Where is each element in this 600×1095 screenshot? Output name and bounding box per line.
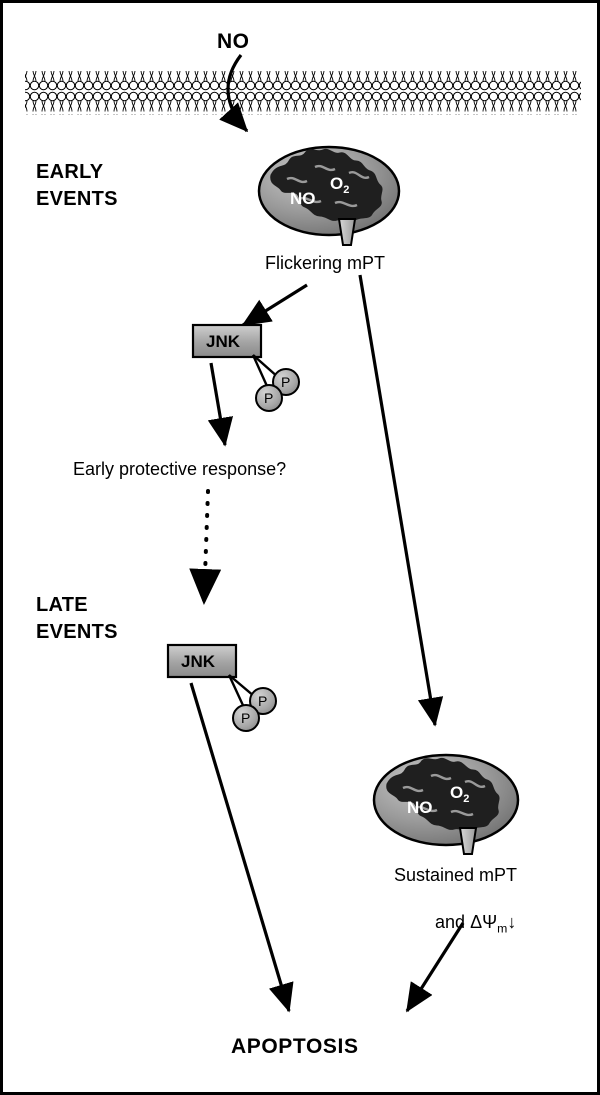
early-protective-response-label: Early protective response?	[73, 459, 287, 479]
svg-text:P: P	[241, 710, 251, 726]
arrow-jnk-to-response	[211, 363, 225, 445]
arrow-mpt-to-sustained	[360, 275, 435, 725]
down-arrow-symbol: ↓	[507, 911, 517, 932]
mito-top-o2-label: $O_2$	[330, 174, 350, 196]
late-events-label-line1: LATE	[36, 594, 88, 616]
svg-text:P: P	[258, 693, 268, 709]
mito-top-no-label: NO	[290, 189, 316, 208]
svg-text:P: P	[264, 390, 274, 406]
jnk-late-label: JNK	[181, 652, 216, 671]
sustained-mpt-caption-line2	[415, 891, 516, 956]
delta-psi-subscript: m	[497, 921, 508, 936]
lipid-bilayer	[25, 71, 581, 115]
early-events-label-line2: EVENTS	[36, 188, 118, 210]
jnk-early-label: JNK	[206, 332, 241, 351]
mitochondrion-bottom	[374, 755, 518, 854]
apoptosis-label: APOPTOSIS	[231, 1035, 359, 1058]
mitochondrion-top	[259, 147, 399, 245]
flickering-mpt-caption: Flickering mPT	[265, 253, 386, 273]
arrow-mpt-to-jnk-early	[243, 285, 307, 325]
dotted-arrow-response-to-late	[204, 491, 208, 603]
arrow-jnk-late-to-apoptosis	[191, 683, 289, 1011]
mpt-pore-top	[339, 219, 355, 245]
svg-text:P: P	[281, 374, 291, 390]
early-events-label-line1: EARLY	[36, 161, 104, 183]
mito-bottom-o2-label: $O_2$	[450, 783, 470, 805]
mpt-pore-bottom	[460, 828, 476, 854]
mito-bottom-no-label: NO	[407, 798, 433, 817]
sustained-mpt-caption-line1: Sustained mPT	[394, 865, 518, 885]
no-title-label: NO	[217, 30, 250, 53]
sustained-caption-prefix: and	[435, 911, 471, 932]
delta-psi-symbol: ΔΨ	[470, 911, 498, 932]
late-events-label-line2: EVENTS	[36, 621, 118, 643]
